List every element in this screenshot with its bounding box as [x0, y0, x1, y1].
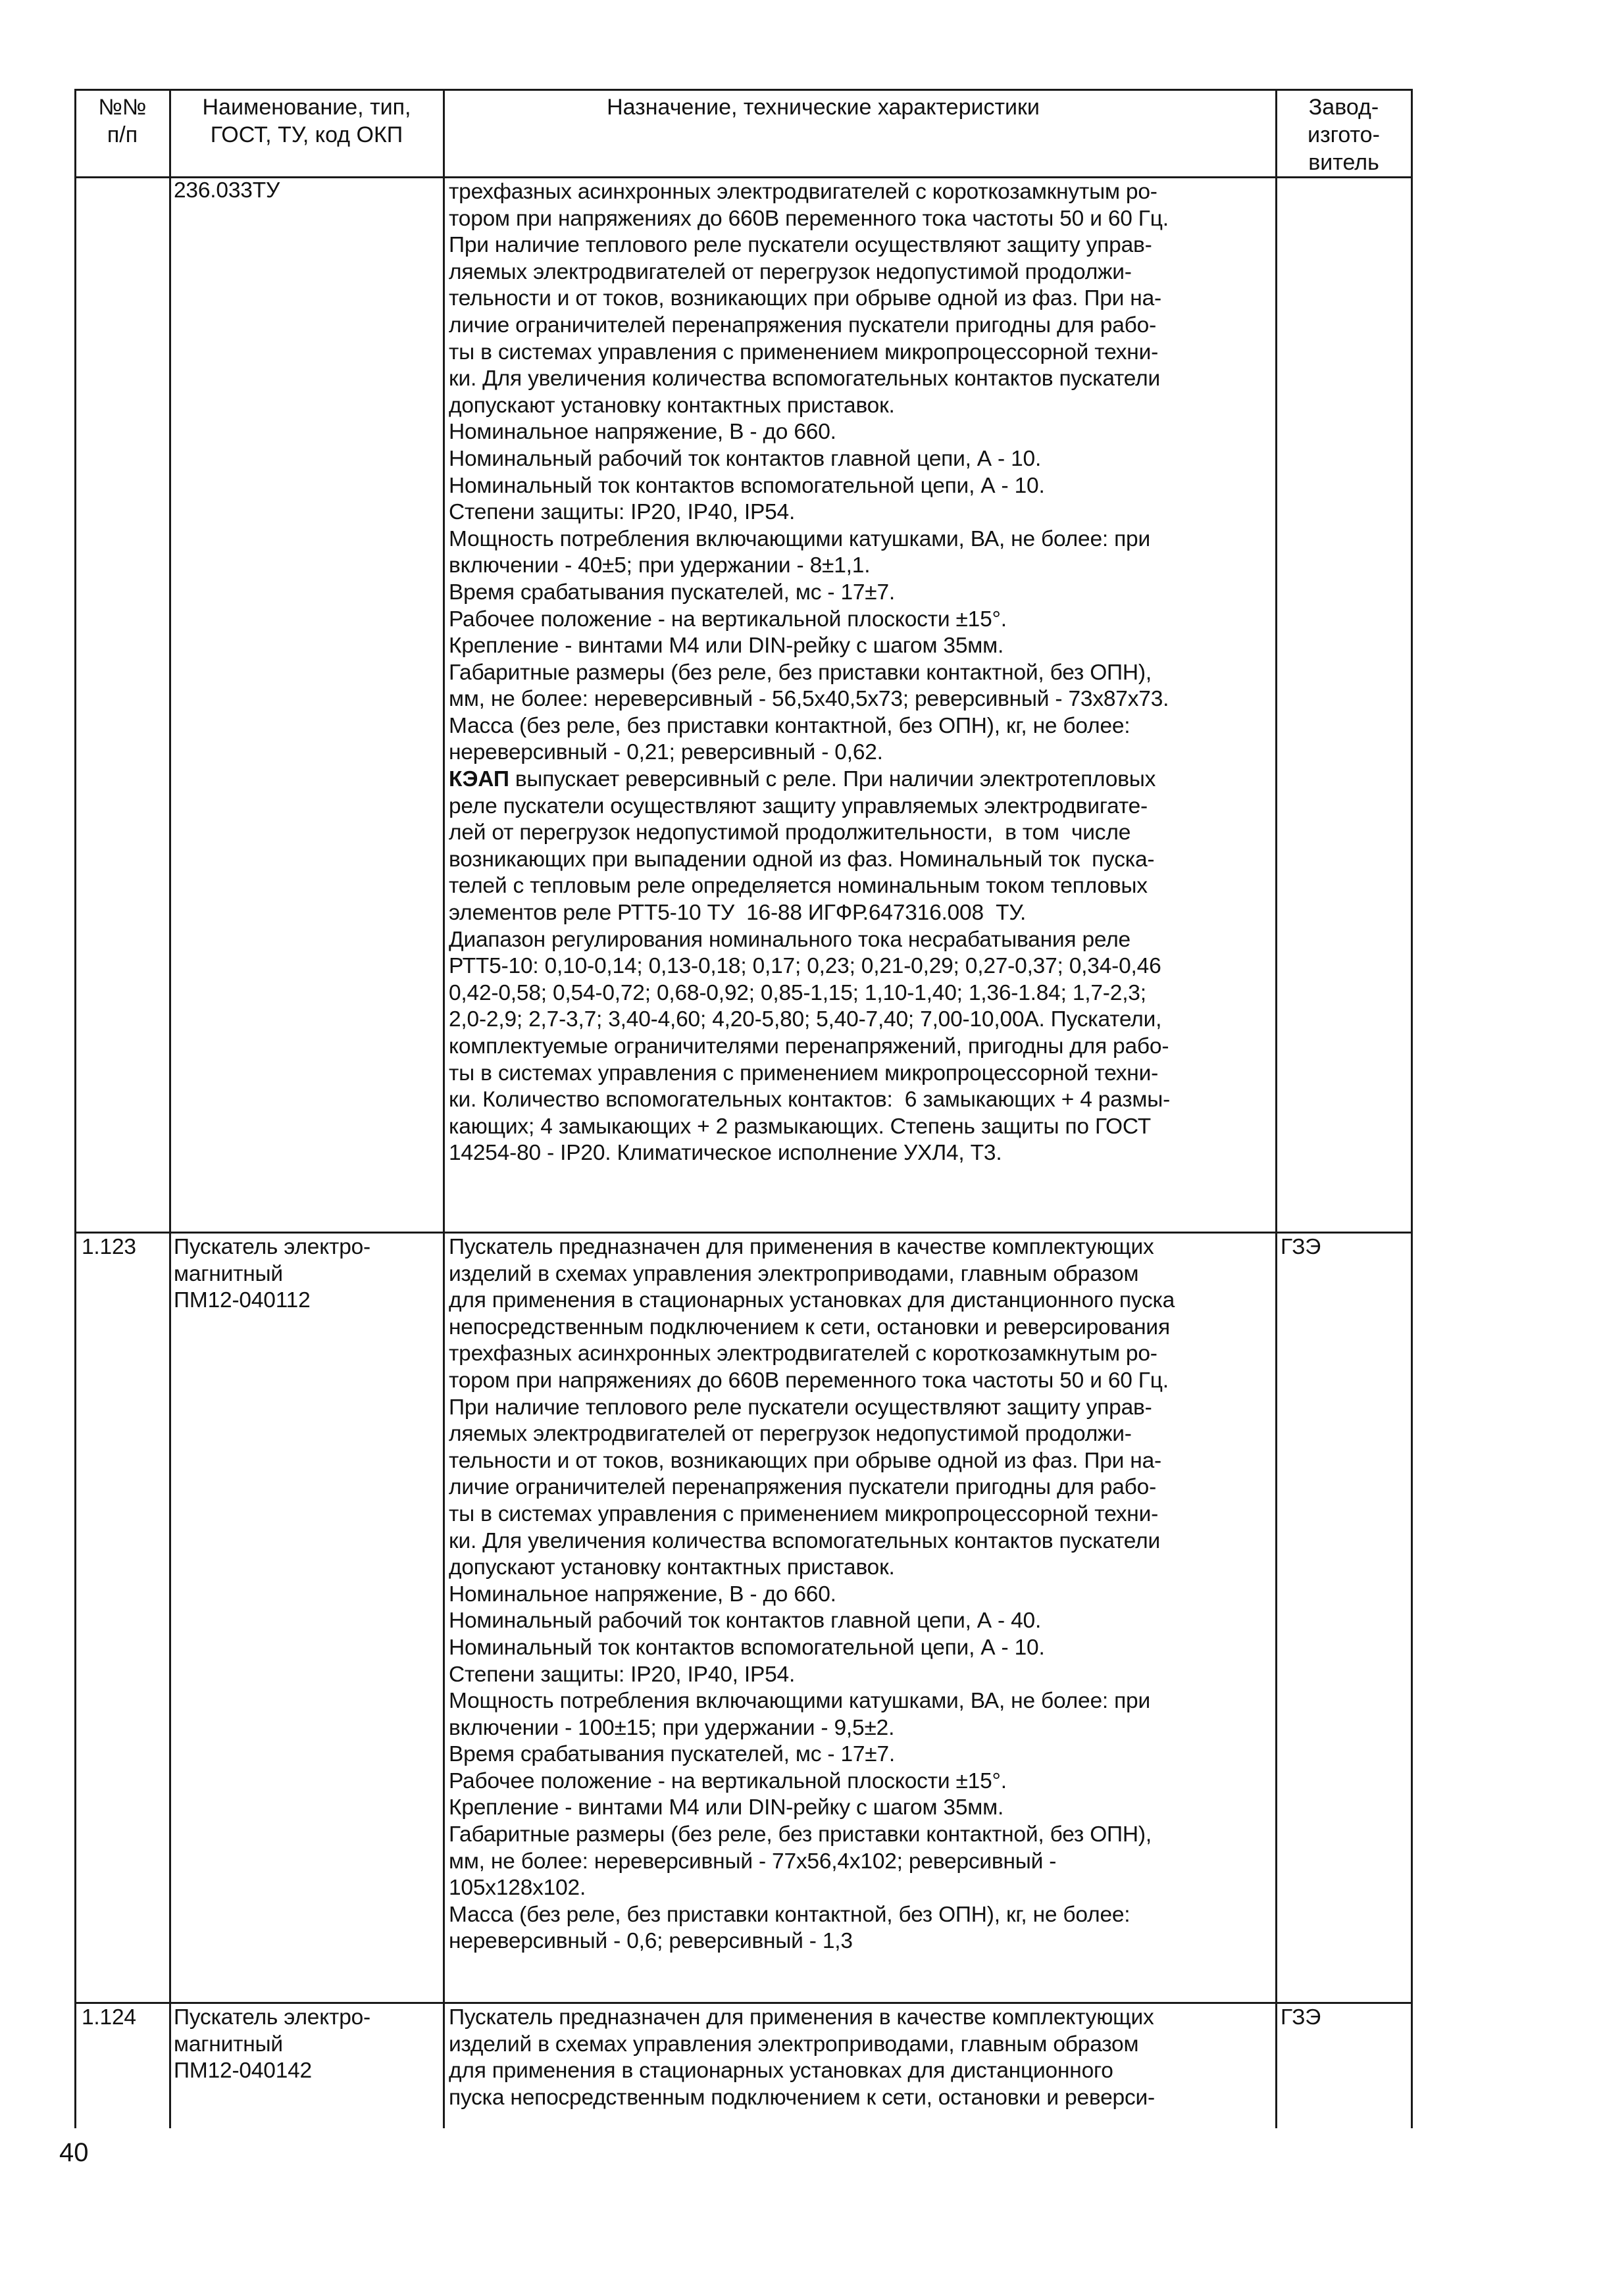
row-number: 1.124 [82, 2005, 136, 2030]
description-line: возникающих при выпадении одной из фаз. Номинальный ток пуска- [449, 847, 1155, 872]
description-line: реле пускатели осуществляют защиту управляемых электродвигате- [449, 793, 1148, 818]
description-line: Рабочее положение - на вертикальной плоскости ±15°. [449, 1768, 1007, 1793]
description-line: 0,42-0,58; 0,54-0,72; 0,68-0,92; 0,85-1,15; 1,10-1,40; 1,36-1.84; 1,7-2,3; [449, 980, 1146, 1005]
description-line: При наличие теплового реле пускатели осуществляют защиту управ- [449, 233, 1152, 258]
description-line: Диапазон регулирования номинального тока несрабатывания реле [449, 927, 1131, 952]
row-number: 1.123 [82, 1235, 136, 1259]
description-line: Габаритные размеры (без реле, без приставки контактной, без ОПН), [449, 1822, 1152, 1847]
description-line: мм, не более: нереверсивный - 77х56,4х102; реверсивный - [449, 1849, 1057, 1874]
description-line: для применения в стационарных установках для дистанционного [449, 2059, 1113, 2084]
row-divider [74, 1232, 1413, 1234]
header-number: №№ п/п [98, 95, 147, 147]
description-line: Время срабатывания пускателей, мс - 17±7. [449, 1742, 896, 1767]
description-line: элементов реле РТТ5-10 ТУ 16-88 ИГФР.647316.008 ТУ. [449, 901, 1027, 926]
description-line: кающих; 4 замыкающих + 2 размыкающих. Степень защиты по ГОСТ [449, 1114, 1152, 1139]
description-line: пуска непосредственным подключением к сети, остановки и реверси- [449, 2085, 1155, 2110]
description-line: личие ограничителей перенапряжения пускатели пригодны для рабо- [449, 312, 1157, 337]
description-line: ки. Для увеличения количества вспомогательных контактов пускатели [449, 366, 1160, 391]
description-line: Масса (без реле, без приставки контактной, без ОПН), кг, не более: [449, 1902, 1131, 1927]
description-line: Номинальный рабочий ток контактов главной цепи, А - 10. [449, 446, 1042, 471]
description-line: Время срабатывания пускателей, мс - 17±7. [449, 580, 896, 605]
page-number: 40 [59, 2138, 89, 2167]
row-manufacturer: ГЗЭ [1281, 2005, 1321, 2030]
description-line: Номинальное напряжение, В - до 660. [449, 1582, 836, 1607]
row-description [449, 1234, 1175, 1955]
description-line: Номинальный рабочий ток контактов главной цепи, А - 40. [449, 1609, 1042, 1634]
description-line: Степени защиты: IP20, IP40, IP54. [449, 1662, 796, 1687]
row-name: Пускатель электро- магнитный ПМ12-040112 [174, 1235, 371, 1313]
column-divider [1275, 89, 1277, 2128]
description-line: Крепление - винтами М4 или DIN-рейку с шагом 35мм. [449, 1795, 1004, 1820]
header-description: Назначение, технические характеристики [607, 95, 1040, 120]
description-line: РТТ5-10: 0,10-0,14; 0,13-0,18; 0,17; 0,23; 0,21-0,29; 0,27-0,37; 0,34-0,46 [449, 954, 1161, 979]
table-border-left [74, 89, 76, 2128]
description-line: Мощность потребления включающими катушками, ВА, не более: при [449, 526, 1150, 551]
column-divider [443, 89, 445, 2128]
row-name: 236.033ТУ [174, 178, 280, 203]
description-line: Масса (без реле, без приставки контактной, без ОПН), кг, не более: [449, 713, 1131, 738]
description-line: Габаритные размеры (без реле, без приставки контактной, без ОПН), [449, 660, 1152, 685]
row-divider [74, 2002, 1413, 2004]
description-line: тором при напряжениях до 660В переменного тока частоты 50 и 60 Гц. [449, 1368, 1169, 1393]
description-line: тором при напряжениях до 660В переменного тока частоты 50 и 60 Гц. [449, 206, 1169, 231]
description-line: трехфазных асинхронных электродвигателей с короткозамкнутым ро- [449, 1341, 1157, 1366]
description-line: телей с тепловым реле определяется номинальным током тепловых [449, 874, 1148, 899]
description-line: 105х128х102. [449, 1876, 586, 1901]
description-line: При наличие теплового реле пускатели осуществляют защиту управ- [449, 1395, 1152, 1420]
description-line: Пускатель предназначен для применения в качестве комплектующих [449, 1235, 1154, 1259]
description-line: включении - 40±5; при удержании - 8±1,1. [449, 553, 871, 578]
row-manufacturer: ГЗЭ [1281, 1235, 1321, 1259]
description-line: допускают установку контактных приставок. [449, 1555, 895, 1580]
description-line: Крепление - винтами М4 или DIN-рейку с шагом 35мм. [449, 634, 1004, 659]
row-name: Пускатель электро- магнитный ПМ12-040142 [174, 2005, 371, 2084]
description-line: изделий в схемах управления электроприводами, главным образом [449, 2032, 1139, 2057]
description-line: ки. Количество вспомогательных контактов: 6 замыкающих + 4 размы- [449, 1087, 1171, 1112]
description-line: ляемых электродвигателей от перегрузок недопустимой продолжи- [449, 259, 1132, 284]
table-border-top [74, 89, 1413, 91]
description-line: ты в системах управления с применением микропроцессорной техни- [449, 1501, 1159, 1526]
description-line: личие ограничителей перенапряжения пускатели пригодны для рабо- [449, 1475, 1157, 1500]
row-description [449, 2005, 1155, 2111]
description-line: тельности и от токов, возникающих при обрыве одной из фаз. При на- [449, 286, 1161, 311]
table-border-right [1411, 89, 1413, 2128]
description-line: включении - 100±15; при удержании - 9,5±2. [449, 1715, 895, 1740]
description-line: нереверсивный - 0,21; реверсивный - 0,62. [449, 740, 883, 765]
header-name: Наименование, тип, ГОСТ, ТУ, код ОКП [202, 95, 411, 147]
description-line: для применения в стационарных установках для дистанционного пуска [449, 1288, 1175, 1313]
header-manufacturer: Завод- изгото- витель [1308, 95, 1380, 175]
description-line: Номинальный ток контактов вспомогательной цепи, А - 10. [449, 1635, 1045, 1660]
description-line: КЭАП выпускает реверсивный с реле. При наличии электротепловых [449, 767, 1156, 792]
description-line: Степени защиты: IP20, IP40, IP54. [449, 500, 796, 525]
description-line: комплектуемые ограничителями перенапряжений, пригодны для рабо- [449, 1034, 1169, 1059]
description-line: Мощность потребления включающими катушками, ВА, не более: при [449, 1689, 1150, 1714]
description-line: ляемых электродвигателей от перегрузок недопустимой продолжи- [449, 1422, 1132, 1447]
description-line: нереверсивный - 0,6; реверсивный - 1,3 [449, 1929, 853, 1954]
description-line: ты в системах управления с применением микропроцессорной техни- [449, 339, 1159, 364]
description-line: 2,0-2,9; 2,7-3,7; 3,40-4,60; 4,20-5,80; 5,40-7,40; 7,00-10,00А. Пускатели, [449, 1007, 1162, 1032]
description-line: тельности и от токов, возникающих при обрыве одной из фаз. При на- [449, 1448, 1161, 1473]
description-line: Рабочее положение - на вертикальной плоскости ±15°. [449, 607, 1007, 632]
column-divider [169, 89, 171, 2128]
description-line: трехфазных асинхронных электродвигателей с короткозамкнутым ро- [449, 180, 1157, 204]
description-line: лей от перегрузок недопустимой продолжительности, в том числе [449, 820, 1131, 845]
description-line: изделий в схемах управления электроприводами, главным образом [449, 1261, 1139, 1286]
description-line: непосредственным подключением к сети, остановки и реверсирования [449, 1314, 1170, 1339]
description-line: мм, не более: нереверсивный - 56,5х40,5х73; реверсивный - 73х87х73. [449, 687, 1169, 712]
description-line: Пускатель предназначен для применения в качестве комплектующих [449, 2005, 1154, 2030]
description-line: ты в системах управления с применением микропроцессорной техни- [449, 1061, 1159, 1086]
description-line: Номинальный ток контактов вспомогательной цепи, А - 10. [449, 473, 1045, 498]
row-description [449, 179, 1170, 1167]
description-line: допускают установку контактных приставок. [449, 393, 895, 418]
description-line: ки. Для увеличения количества вспомогательных контактов пускатели [449, 1528, 1160, 1553]
description-line: Номинальное напряжение, В - до 660. [449, 420, 836, 445]
description-line: 14254-80 - IP20. Климатическое исполнение УХЛ4, Т3. [449, 1141, 1002, 1166]
